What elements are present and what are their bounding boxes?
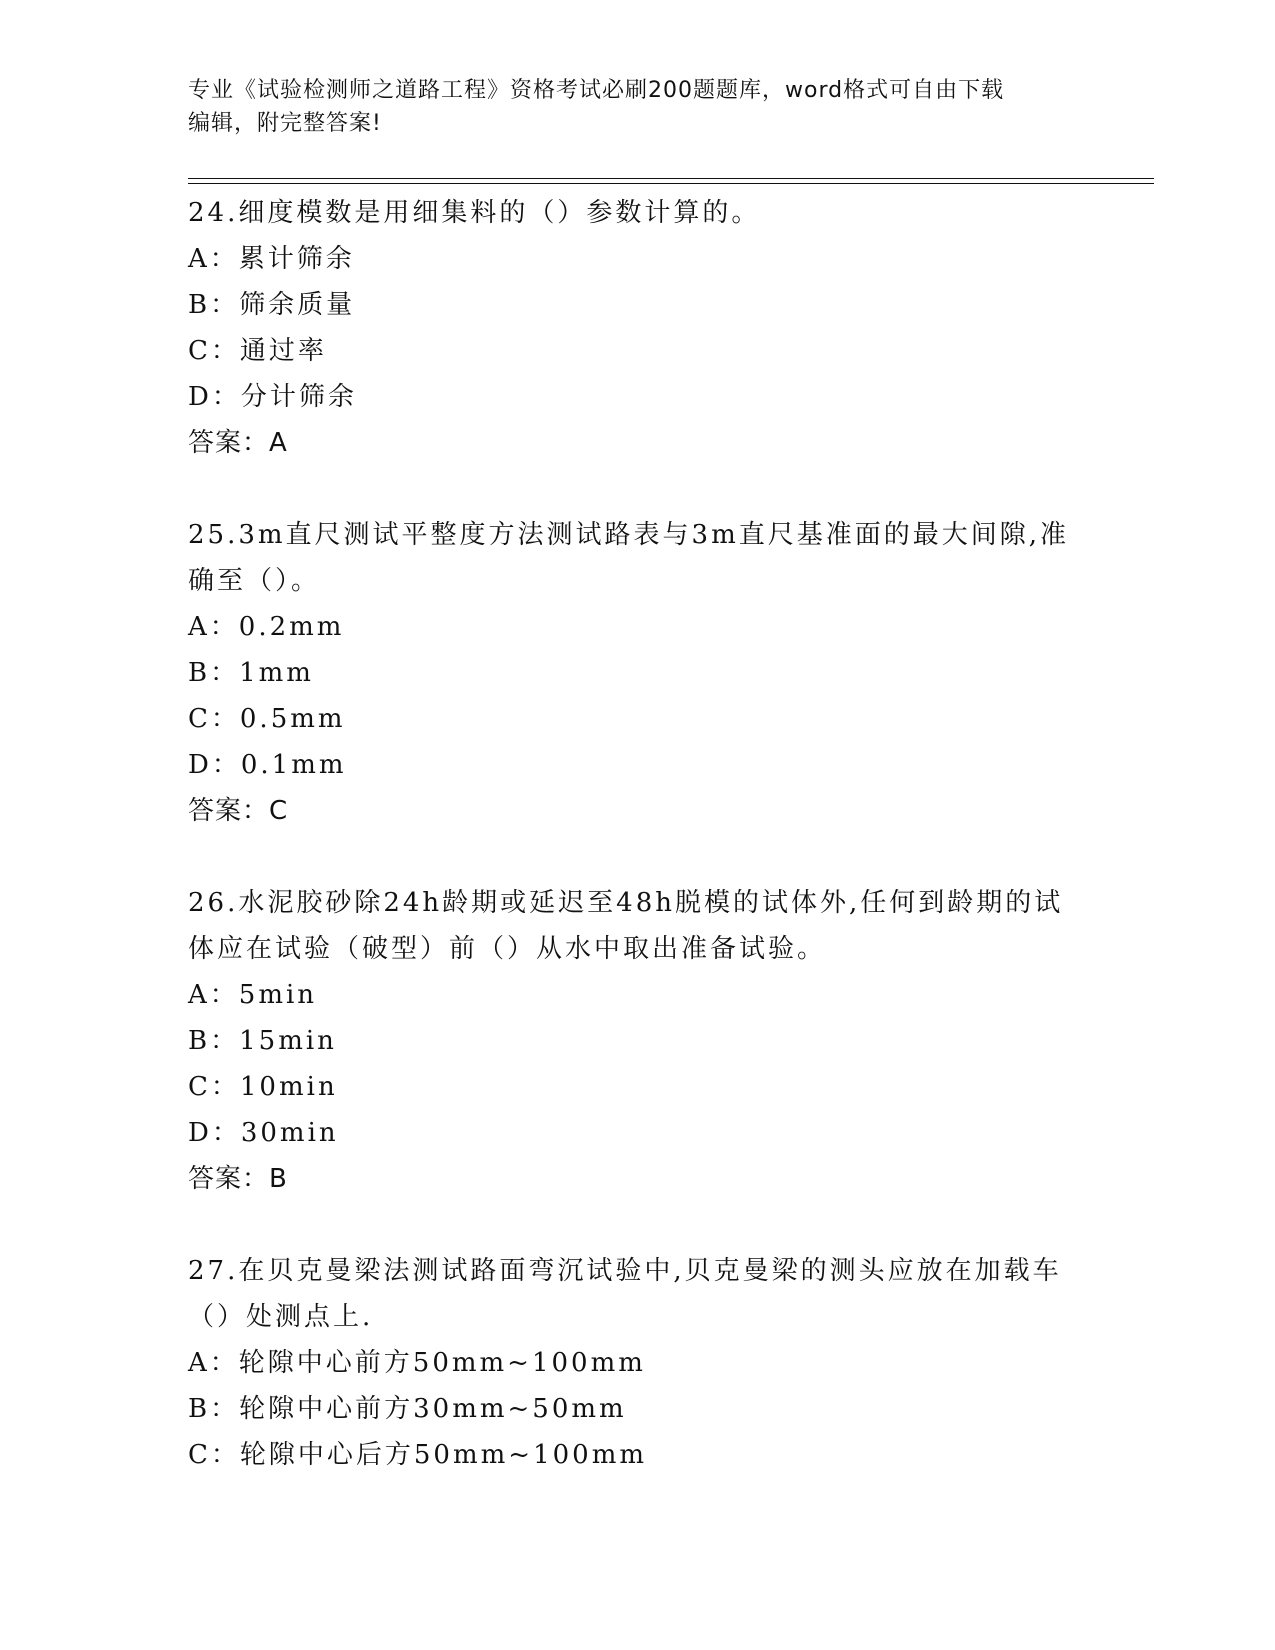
option-a: A：轮隙中心前方50mm~100mm bbox=[188, 1348, 646, 1378]
option-a: A：累计筛余 bbox=[188, 244, 355, 274]
option-c: C：通过率 bbox=[188, 336, 327, 366]
question-stem: 24.细度模数是用细集料的（）参数计算的。 bbox=[188, 198, 761, 228]
option-b: B：15min bbox=[188, 1026, 337, 1056]
option-a: A：5min bbox=[188, 980, 318, 1010]
option-c: C：10min bbox=[188, 1072, 338, 1102]
question-24 bbox=[188, 190, 1088, 466]
answer-key: 答案：B bbox=[188, 1164, 288, 1194]
question-stem: 25.3m直尺测试平整度方法测试路表与3m直尺基准面的最大间隙,准确至（）。 bbox=[188, 520, 1070, 596]
option-b: B：轮隙中心前方30mm~50mm bbox=[188, 1394, 627, 1424]
option-d: D：0.1mm bbox=[188, 750, 347, 780]
document-header bbox=[188, 74, 1088, 140]
header-divider-bottom bbox=[188, 183, 1154, 184]
answer-key: 答案：A bbox=[188, 428, 288, 458]
question-list bbox=[188, 190, 1088, 1524]
question-25 bbox=[188, 512, 1088, 834]
header-title-line-1: 专业《试验检测师之道路工程》资格考试必刷200题题库，word格式可自由下载 bbox=[188, 78, 1005, 103]
option-c: C：轮隙中心后方50mm~100mm bbox=[188, 1440, 648, 1470]
option-a: A：0.2mm bbox=[188, 612, 345, 642]
option-d: D：30min bbox=[188, 1118, 339, 1148]
option-b: B：1mm bbox=[188, 658, 314, 688]
option-b: B：筛余质量 bbox=[188, 290, 356, 320]
question-26 bbox=[188, 880, 1088, 1202]
answer-key: 答案：C bbox=[188, 796, 289, 826]
option-c: C：0.5mm bbox=[188, 704, 346, 734]
question-stem: 27.在贝克曼梁法测试路面弯沉试验中,贝克曼梁的测头应放在加载车（）处测点上. bbox=[188, 1256, 1062, 1332]
option-d: D：分计筛余 bbox=[188, 382, 357, 412]
question-27 bbox=[188, 1248, 1088, 1478]
header-divider-top bbox=[188, 178, 1154, 179]
header-title-line-2: 编辑，附完整答案! bbox=[188, 111, 382, 136]
question-stem: 26.水泥胶砂除24h龄期或延迟至48h脱模的试体外,任何到龄期的试体应在试验（破型）前（）从水中取出准备试验。 bbox=[188, 888, 1064, 964]
